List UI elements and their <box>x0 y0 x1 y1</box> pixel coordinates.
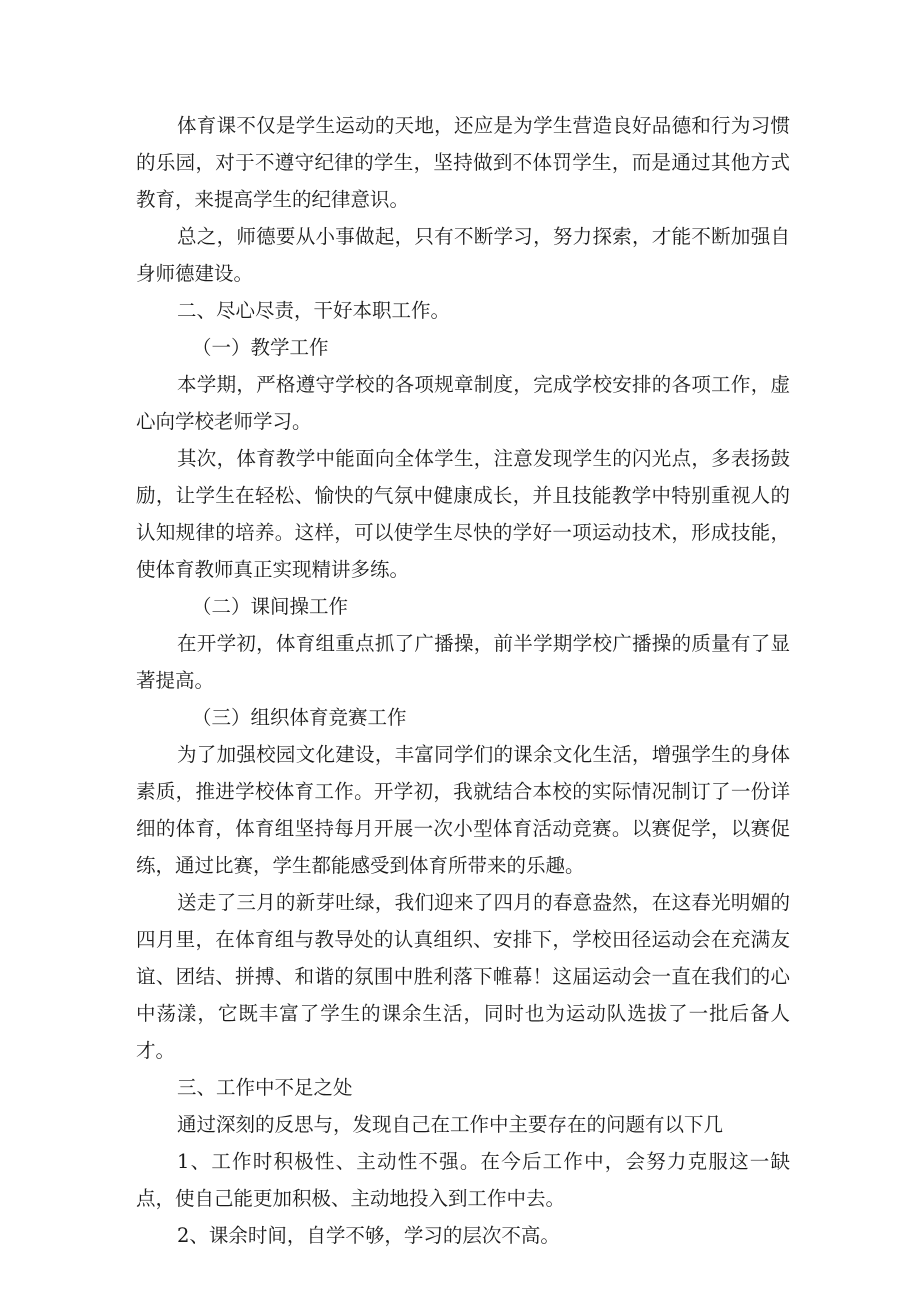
document-body <box>136 107 790 1254</box>
section-heading-duties: 二、尽心尽责，干好本职工作。 <box>177 299 451 322</box>
paragraph-teaching-method: 其次，体育教学中能面向全体学生，注意发现学生的闪光点，多表扬鼓励，让学生在轻松、愉快的气氛中健康成长，并且技能教学中特别重视人的认知规律的培养。这样，可以使学生尽快的学好一项运动技术，形成技能，使体育教师真正实现精讲多练。 <box>136 447 790 581</box>
paragraph-summary: 总之，师德要从小事做起，只有不断学习，努力探索，才能不断加强自身师德建设。 <box>136 225 790 285</box>
section-heading-shortcomings: 三、工作中不足之处 <box>177 1076 353 1099</box>
list-item-2: 2、课余时间，自学不够，学习的层次不高。 <box>177 1224 560 1247</box>
subsection-heading-exercise: （二）课间操工作 <box>192 595 349 618</box>
paragraph-broadcast-exercise: 在开学初，体育组重点抓了广播操，前半学期学校广播操的质量有了显著提高。 <box>136 632 790 692</box>
paragraph-discipline: 体育课不仅是学生运动的天地，还应是为学生营造良好品德和行为习惯的乐园，对于不遵守纪律的学生，坚持做到不体罚学生，而是通过其他方式教育，来提高学生的纪律意识。 <box>136 114 790 211</box>
list-item-1: 1、工作时积极性、主动性不强。在今后工作中，会努力克服这一缺点，使自己能更加积极、主动地投入到工作中去。 <box>136 1150 790 1210</box>
subsection-heading-teaching: （一）教学工作 <box>192 336 329 359</box>
subsection-heading-competition: （三）组织体育竞赛工作 <box>192 706 407 729</box>
paragraph-reflection: 通过深刻的反思与，发现自己在工作中主要存在的问题有以下几 <box>177 1113 724 1136</box>
paragraph-campus-culture: 为了加强校园文化建设，丰富同学们的课余文化生活，增强学生的身体素质，推进学校体育工作。开学初，我就结合本校的实际情况制订了一份详细的体育，体育组坚持每月开展一次小型体育活动竞赛。以赛促学，以赛促练，通过比赛，学生都能感受到体育所带来的乐趣。 <box>136 743 790 877</box>
paragraph-semester: 本学期，严格遵守学校的各项规章制度，完成学校安排的各项工作，虚心向学校老师学习。 <box>136 373 790 433</box>
paragraph-sports-meet: 送走了三月的新芽吐绿，我们迎来了四月的春意盎然，在这春光明媚的四月里，在体育组与教导处的认真组织、安排下，学校田径运动会在充满友谊、团结、拼搏、和谐的氛围中胜利落下帷幕！这届运动会一直在我们的心中荡漾，它既丰富了学生的课余生活，同时也为运动队选拔了一批后备人才。 <box>136 891 790 1062</box>
